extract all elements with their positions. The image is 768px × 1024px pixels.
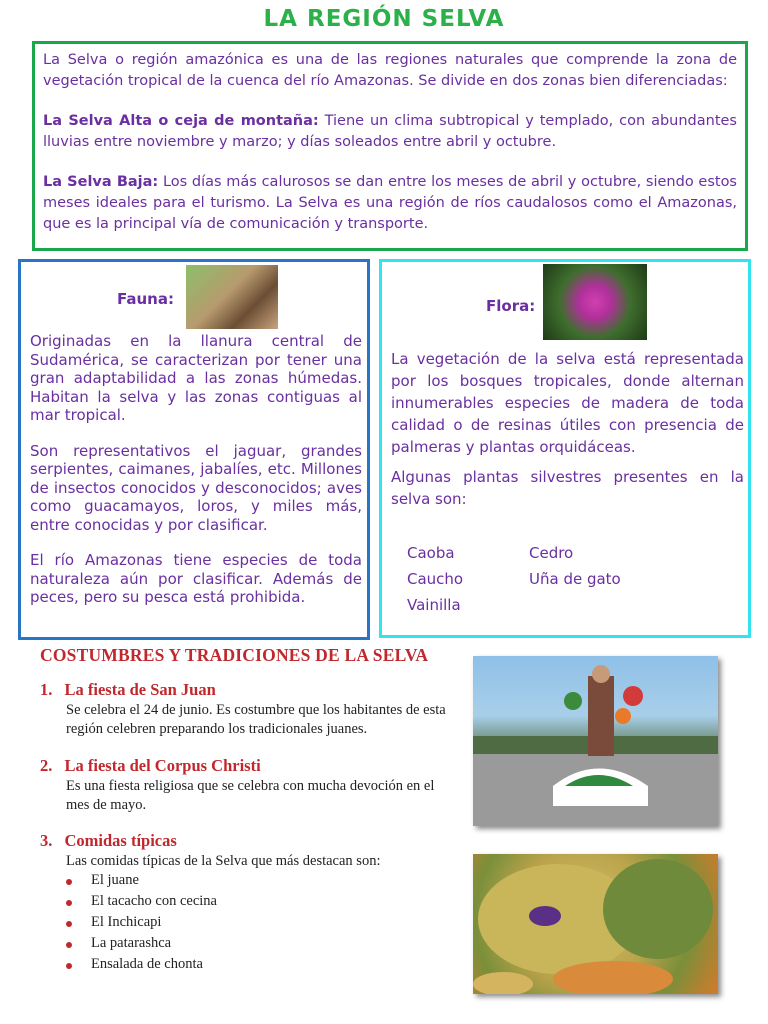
plant-item: Caucho: [407, 570, 464, 588]
item-title-text: Comidas típicas: [64, 831, 177, 850]
flora-heading: Flora:: [486, 297, 536, 315]
item-number: 2.: [40, 756, 53, 775]
fauna-text: [30, 332, 362, 624]
flora-box: [379, 259, 751, 638]
custom-item-text: Es una fiesta religiosa que se celebra con mucha devoción en el mes de mayo.: [66, 778, 435, 813]
item-title-text: La fiesta del Corpus Christi: [64, 756, 261, 775]
food-item: El tacacho con cecina: [66, 893, 217, 914]
custom-item-title: [40, 680, 216, 700]
sloth-image: [186, 265, 278, 329]
item-number: 1.: [40, 680, 53, 699]
custom-item-title: [40, 831, 177, 851]
fauna-heading: Fauna:: [117, 290, 174, 308]
item-number: 3.: [40, 831, 53, 850]
selva-alta-label: La Selva Alta o ceja de montaña:: [43, 113, 319, 129]
food-item: Ensalada de chonta: [66, 956, 217, 977]
food-item: La patarashca: [66, 935, 217, 956]
plant-item: Vainilla: [407, 596, 461, 614]
selva-baja-paragraph: [43, 172, 737, 235]
flora-text: [391, 348, 744, 518]
festival-photo: [473, 656, 718, 826]
flora-paragraph: La vegetación de la selva está representada por los bosques tropicales, donde alternan innumerables especies de madera de toda calidad o de resinas útiles con presencia de palmeras y plantas orquidáceas.: [391, 350, 744, 456]
fauna-box: [18, 259, 370, 640]
festival-photo-illustration: [473, 656, 718, 826]
food-list: [66, 872, 217, 977]
food-photo-illustration: [473, 854, 718, 994]
customs-heading: COSTUMBRES Y TRADICIONES DE LA SELVA: [40, 645, 429, 665]
selva-baja-label: La Selva Baja:: [43, 174, 159, 190]
fauna-paragraph: Originadas en la llanura central de Sudamérica, se caracterizan por tener una gran adaptabilidad a las zonas húmedas. Habitan la selva y las zonas contiguas al mar tropical.: [30, 332, 362, 424]
page-title: LA REGIÓN SELVA: [263, 6, 505, 32]
plant-item: Caoba: [407, 544, 455, 562]
food-photo: [473, 854, 718, 994]
fauna-paragraph: El río Amazonas tiene especies de toda naturaleza aún por clasificar. Además de peces, pero su pesca está prohibida.: [30, 551, 362, 606]
flora-paragraph: Algunas plantas silvestres presentes en la selva son:: [391, 468, 744, 508]
plant-item: Cedro: [529, 544, 574, 562]
plant-list: [407, 542, 727, 620]
orchid-image: [543, 264, 647, 340]
food-item: El Inchicapi: [66, 914, 217, 935]
plant-item: Uña de gato: [529, 570, 621, 588]
selva-alta-paragraph: [43, 111, 737, 153]
intro-paragraph: La Selva o región amazónica es una de las regiones naturales que comprende la zona de vegetación tropical de la cuenca del río Amazonas. Se divide en dos zonas bien diferenciadas:: [43, 52, 737, 89]
selva-baja-text: Los días más calurosos se dan entre los meses de abril y octubre, siendo estos meses ideales para el turismo. La Selva es una región de ríos caudalosos como el Amazonas, que es la principal vía de comunicación y transporte.: [43, 174, 737, 232]
food-item: El juane: [66, 872, 217, 893]
fauna-paragraph: Son representativos el jaguar, grandes serpientes, caimanes, jabalíes, etc. Millones de insectos conocidos y desconocidos; aves como guacamayos, loros, y miles más, entre conocidas y por clasificar.: [30, 441, 362, 534]
custom-item-text: Se celebra el 24 de junio. Es costumbre que los habitantes de esta región celebren preparando los tradicionales juanes.: [66, 702, 446, 737]
custom-item-title: [40, 756, 261, 776]
customs-section: [40, 645, 460, 972]
selva-alta-text: Tiene un clima subtropical y templado, con abundantes lluvias entre noviembre y marzo; y días soleados entre abril y octubre.: [43, 113, 737, 150]
item-title-text: La fiesta de San Juan: [64, 680, 216, 699]
custom-item-text: Las comidas típicas de la Selva que más destacan son:: [66, 853, 381, 869]
intro-box: [32, 41, 748, 251]
